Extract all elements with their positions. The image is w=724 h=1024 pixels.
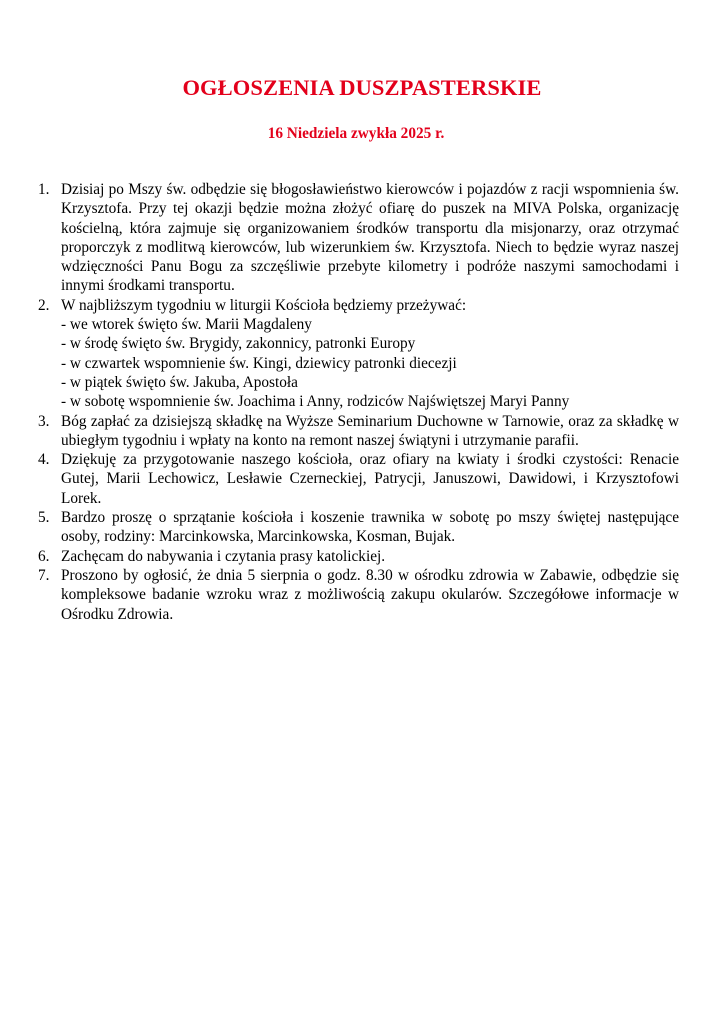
- list-item-text: W najbliższym tygodniu w liturgii Kościoła będziemy przeżywać:: [61, 296, 467, 314]
- list-subitem: - w czwartek wspomnienie św. Kingi, dziewicy patronki diecezji: [61, 354, 457, 372]
- list-item: [34, 547, 679, 566]
- list-item: [34, 508, 679, 547]
- list-subitem: - w sobotę wspomnienie św. Joachima i Anny, rodziców Najświętszej Maryi Panny: [61, 393, 570, 411]
- list-item-number: 2.: [38, 296, 50, 314]
- list-item-text: Bardzo proszę o sprzątanie kościoła i koszenie trawnika w sobotę po mszy świętej następujące osoby, rodziny: Marcinkowska, Marcinkowska, Kosman, Bujak.: [61, 509, 679, 546]
- list-item-number: 6.: [38, 547, 50, 565]
- list-item: [34, 412, 679, 451]
- list-subitem: - w piątek święto św. Jakuba, Apostoła: [61, 373, 298, 391]
- list-item-number: 1.: [38, 181, 50, 198]
- list-item: [34, 296, 679, 412]
- page-title: OGŁOSZENIA DUSZPASTERSKIE: [182, 75, 542, 100]
- list-item-number: 3.: [38, 412, 50, 430]
- list-item-number: 4.: [38, 451, 50, 469]
- list-item-text: Dzisiaj po Mszy św. odbędzie się błogosławieństwo kierowców i pojazdów z racji wspomnienia św. Krzysztofa. Przy tej okazji będzie można złożyć ofiarę do puszek na MIVA Polska, organizację kościelną, która zajmuje się organizowaniem środków transportu dla misjonarzy, oraz otrzymać proporczyk z modlitwą kierowców, lub wizerunkiem św. Krzysztofa. Niech to będzie wyraz naszej wdzięczności Panu Bogu za szczęśliwie przebyte kilometry i podróże naszymi samochodami i innymi środkami transportu.: [61, 181, 679, 295]
- list-subitem: - we wtorek święto św. Marii Magdaleny: [61, 316, 312, 334]
- announcement-list: [34, 180, 679, 624]
- page-subtitle: 16 Niedziela zwykła 2025 r.: [267, 125, 445, 142]
- list-item: [34, 180, 679, 296]
- list-item: [34, 566, 679, 624]
- list-item-text: Bóg zapłać za dzisiejszą składkę na Wyższe Seminarium Duchowne w Tarnowie, oraz za składkę w ubiegłym tygodniu i wpłaty na konto na remont naszej świątyni i utrzymanie parafii.: [61, 412, 679, 449]
- list-item-text: Zachęcam do nabywania i czytania prasy katolickiej.: [61, 547, 386, 565]
- list-item-text: Proszono by ogłosić, że dnia 5 sierpnia o godz. 8.30 w ośrodku zdrowia w Zabawie, odbędzie się kompleksowe badanie wzroku wraz z możliwością zakupu okularów. Szczegółowe informacje w Ośrodku Zdrowia.: [61, 566, 679, 623]
- list-subitem: - w środę święto św. Brygidy, zakonnicy, patronki Europy: [61, 335, 416, 353]
- list-item: [34, 450, 679, 508]
- list-item-text: Dziękuję za przygotowanie naszego kościoła, oraz ofiary na kwiaty i środki czystości: Renacie Gutej, Marii Lechowicz, Lesławie Czerneckiej, Patrycji, Januszowi, Dawidowi, i Krzysztofowi Lorek.: [61, 451, 679, 507]
- list-item-number: 7.: [38, 566, 50, 584]
- list-item-number: 5.: [38, 509, 50, 527]
